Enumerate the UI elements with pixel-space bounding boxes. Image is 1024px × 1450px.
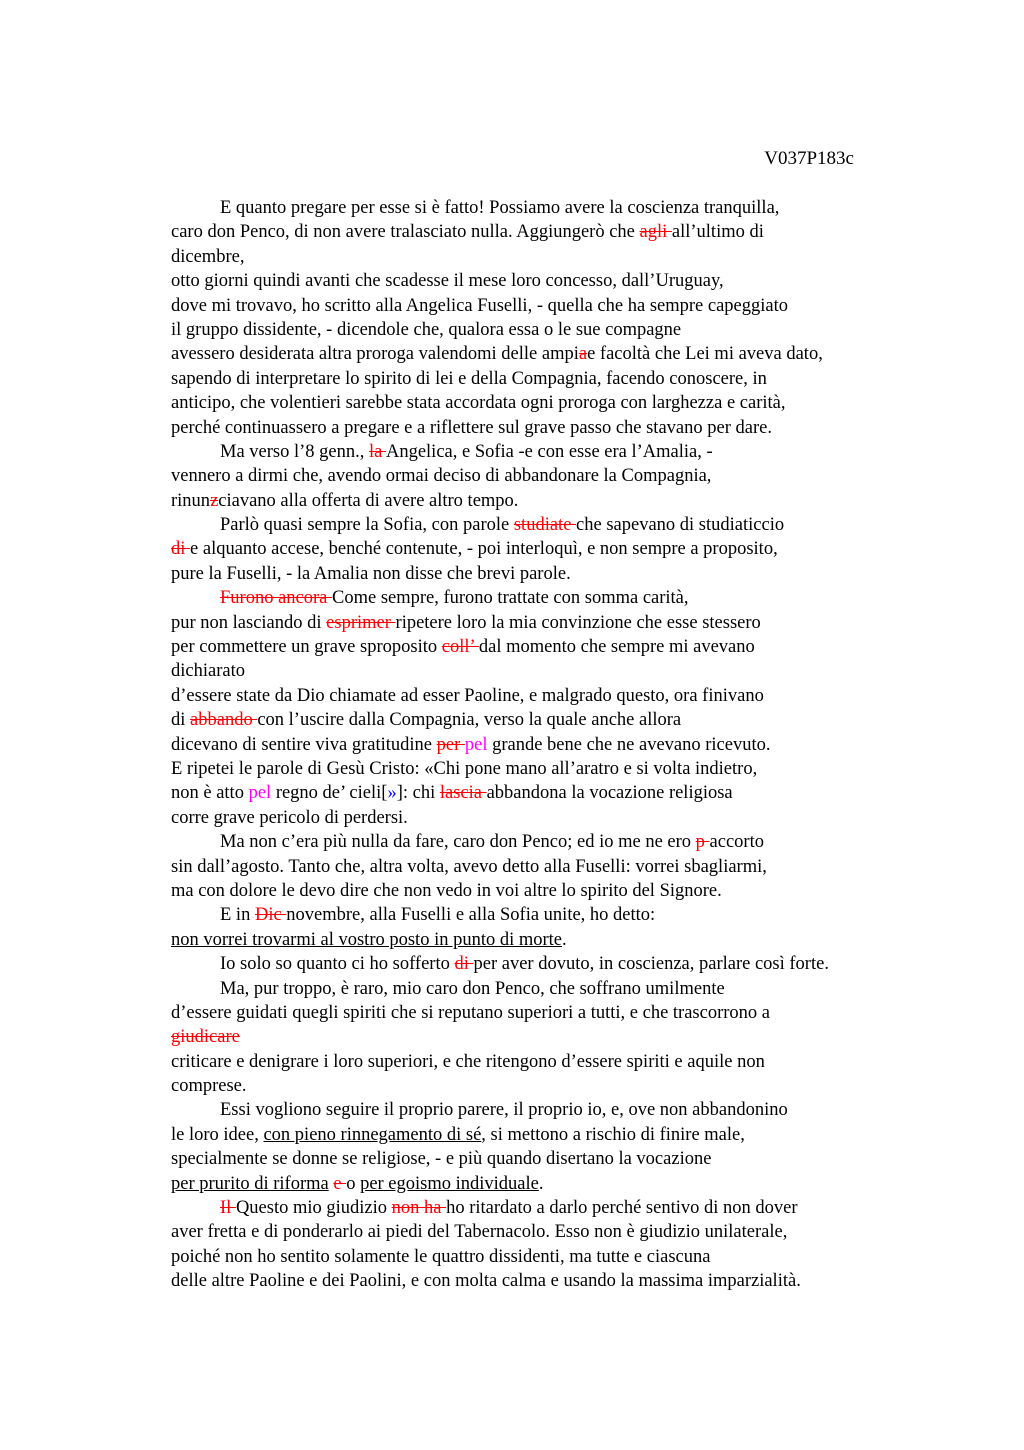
text-line	[171, 635, 911, 659]
text-segment: perché continuassero a pregare e a riflettere sul grave passo che stavano per dare.	[171, 417, 772, 438]
text-segment: .	[538, 1173, 544, 1194]
bracket-mark: »	[387, 783, 397, 804]
underlined-text: per prurito di riforma	[171, 1173, 329, 1194]
text-segment: di	[171, 710, 191, 731]
text-line	[171, 562, 911, 586]
text-segment: pur non lasciando di	[171, 612, 327, 633]
text-line	[171, 489, 911, 513]
text-segment: Come sempre, furono trattate con somma carità,	[332, 588, 689, 609]
text-segment: Parlò quasi sempre la Sofia, con parole	[220, 515, 514, 536]
text-segment: E quanto pregare per esse si è fatto! Possiamo avere la coscienza tranquilla,	[220, 198, 780, 218]
text-line	[171, 757, 911, 781]
text-segment: abbandona la vocazione religiosa	[486, 783, 733, 804]
page-id: V037P183c	[764, 148, 854, 169]
text-segment: aver fretta e di ponderarlo ai piedi del Tabernacolo. Esso non è giudizio unilaterale,	[171, 1222, 788, 1243]
text-line	[171, 220, 911, 244]
text-line	[171, 1074, 911, 1098]
text-line	[171, 806, 911, 830]
text-line	[171, 196, 911, 220]
text-segment: ho ritardato a darlo perché sentivo di non dover	[446, 1198, 798, 1219]
text-segment: d’essere state da Dio chiamate ad esser Paoline, e malgrado questo, ora finivano	[171, 685, 764, 706]
text-line	[171, 1123, 911, 1147]
text-segment: otto giorni quindi avanti che scadesse il mese loro concesso, dall’Uruguay,	[171, 271, 724, 292]
deleted-text: di	[171, 539, 191, 560]
text-line	[171, 855, 911, 879]
text-line	[171, 440, 911, 464]
text-segment: il gruppo dissidente, - dicendole che, qualora essa o le sue compagne	[171, 319, 682, 340]
underlined-text: con pieno rinnegamento di sé	[263, 1124, 482, 1145]
text-segment: grande bene che ne avevano ricevuto.	[487, 734, 771, 755]
text-segment: novembre, alla Fuselli e alla Sofia unite, ho detto:	[286, 905, 656, 926]
inserted-text: pel	[464, 734, 488, 755]
text-segment: dal momento che sempre mi avevano	[478, 637, 755, 658]
text-segment: .	[562, 929, 567, 950]
text-line	[171, 367, 911, 391]
text-segment: criticare e denigrare i loro superiori, e che ritengono d’essere spiriti e aquile non	[171, 1051, 765, 1072]
text-line	[171, 781, 911, 805]
text-line	[171, 1025, 911, 1049]
text-segment: accorto	[709, 832, 764, 853]
text-line	[171, 684, 911, 708]
deleted-text: e	[333, 1173, 347, 1194]
text-segment: ripetere loro la mia convinzione che esse stessero	[395, 612, 761, 633]
deleted-text: coll’	[441, 637, 479, 658]
underlined-text: non vorrei trovarmi al vostro posto in punto di morte	[171, 929, 563, 950]
text-segment: con l’uscire dalla Compagnia, verso la quale anche allora	[257, 710, 682, 731]
deleted-text: di	[454, 954, 474, 975]
text-line	[171, 269, 911, 293]
text-line	[171, 977, 911, 1001]
text-segment: Io solo so quanto ci ho sofferto	[220, 954, 455, 975]
text-line	[171, 708, 911, 732]
text-segment: e alquanto accese, benché contenute, - poi interloquì, e non sempre a proposito,	[190, 539, 778, 560]
text-line	[171, 928, 911, 952]
text-segment: Questo mio giudizio	[235, 1198, 392, 1219]
underlined-text: per egoismo individuale	[360, 1173, 539, 1194]
text-line	[171, 659, 911, 683]
text-segment: , si mettono a rischio di finire male,	[481, 1124, 745, 1145]
deleted-text: Furono ancora	[220, 588, 332, 609]
text-segment: sin dall’agosto. Tanto che, altra volta, avevo detto alla Fuselli: vorrei sbagliarmi,	[171, 856, 767, 877]
text-line	[171, 537, 911, 561]
text-line	[171, 952, 911, 976]
deleted-text: a	[578, 344, 588, 365]
text-line	[171, 1098, 911, 1122]
text-segment: ma con dolore le devo dire che non vedo in voi altre lo spirito del Signore.	[171, 880, 722, 901]
deleted-text: per	[436, 734, 465, 755]
text-segment: Angelica, e Sofia -e con esse era l’Amalia, -	[385, 441, 713, 462]
deleted-text: non ha	[391, 1198, 447, 1219]
text-line	[171, 464, 911, 488]
text-segment: dicembre,	[171, 246, 245, 267]
text-segment: E ripetei le parole di Gesù Cristo: «Chi pone mano all’aratro e si volta indietro,	[171, 758, 758, 779]
text-segment: vennero a dirmi che, avendo ormai deciso di abbandonare la Compagnia,	[171, 466, 712, 487]
text-line	[171, 1269, 911, 1293]
text-segment: poiché non ho sentito solamente le quattro dissidenti, ma tutte e ciascuna	[171, 1246, 711, 1267]
text-segment: dove mi trovavo, ho scritto alla Angelica Fuselli, - quella che ha sempre capeggiato	[171, 295, 788, 316]
text-segment: avessero desiderata altra proroga valendomi delle ampi	[171, 344, 579, 365]
text-line	[171, 391, 911, 415]
text-line	[171, 513, 911, 537]
text-line	[171, 586, 911, 610]
text-segment: per commettere un grave sproposito	[171, 637, 442, 658]
text-segment: che sapevano di studiaticcio	[576, 515, 785, 536]
text-segment: le loro idee,	[171, 1124, 264, 1145]
text-segment: corre grave pericolo di perdersi.	[171, 807, 408, 828]
deleted-text: lascia	[439, 783, 487, 804]
text-segment: E in	[220, 905, 255, 926]
deleted-text: Il	[220, 1198, 236, 1219]
text-segment: o	[346, 1173, 361, 1194]
deleted-text: p	[695, 832, 710, 853]
text-segment: Ma verso l’8 genn.,	[220, 441, 369, 462]
text-line	[171, 1001, 911, 1025]
deleted-text: studiate	[513, 515, 577, 536]
text-segment: rinun	[171, 490, 211, 511]
text-line	[171, 1196, 911, 1220]
text-segment: Ma non c’era più nulla da fare, caro don Penco; ed io me ne ero	[220, 832, 696, 853]
text-segment: ]: chi	[396, 783, 440, 804]
text-segment: e facoltà che Lei mi aveva dato,	[587, 344, 823, 365]
text-line	[171, 611, 911, 635]
deleted-text: abbando	[190, 710, 258, 731]
deleted-text: esprimer	[326, 612, 396, 633]
text-segment: regno de’ cieli[	[271, 783, 388, 804]
text-segment: d’essere guidati quegli spiriti che si reputano superiori a tutti, e che trascorrono a	[171, 1002, 771, 1023]
inserted-text: pel	[248, 783, 272, 804]
text-segment: ciavano alla offerta di avere altro tempo.	[218, 490, 519, 511]
text-line	[171, 903, 911, 927]
text-segment: dichiarato	[171, 661, 245, 682]
text-segment: delle altre Paoline e dei Paolini, e con molta calma e usando la massima imparzialità.	[171, 1271, 801, 1292]
text-line	[171, 1245, 911, 1269]
text-segment: dicevano di sentire viva gratitudine	[171, 734, 437, 755]
deleted-text: giudicare	[171, 1027, 240, 1048]
deleted-text: Dic	[254, 905, 287, 926]
text-segment: anticipo, che volentieri sarebbe stata accordata ogni proroga con larghezza e carità,	[171, 393, 786, 414]
text-line	[171, 294, 911, 318]
text-line	[171, 342, 911, 366]
text-segment: Ma, pur troppo, è raro, mio caro don Penco, che soffrano umilmente	[220, 978, 725, 999]
deleted-text: la	[369, 441, 386, 462]
text-line	[171, 245, 911, 269]
text-line	[171, 1050, 911, 1074]
text-segment: specialmente se donne se religiose, - e più quando disertano la vocazione	[171, 1149, 712, 1170]
text-line	[171, 1147, 911, 1171]
text-line	[171, 1172, 911, 1196]
text-line	[171, 733, 911, 757]
text-segment: sapendo di interpretare lo spirito di lei e della Compagnia, facendo conoscere, in	[171, 368, 767, 389]
text-line	[171, 318, 911, 342]
text-segment: non è atto	[171, 783, 249, 804]
text-segment: caro don Penco, di non avere tralasciato nulla. Aggiungerò che	[171, 222, 640, 243]
text-line	[171, 416, 911, 440]
text-segment: comprese.	[171, 1076, 247, 1097]
text-segment: per aver dovuto, in coscienza, parlare così forte.	[473, 954, 829, 975]
deleted-text: agli	[639, 222, 672, 243]
text-segment: pure la Fuselli, - la Amalia non disse che brevi parole.	[171, 563, 571, 584]
deleted-text: z	[210, 490, 219, 511]
text-line	[171, 879, 911, 903]
text-line	[171, 1220, 911, 1244]
text-segment: all’ultimo di	[671, 222, 764, 243]
text-line	[171, 830, 911, 854]
letter-body	[171, 196, 911, 1294]
text-segment: Essi vogliono seguire il proprio parere, il proprio io, e, ove non abbandonino	[220, 1100, 788, 1121]
